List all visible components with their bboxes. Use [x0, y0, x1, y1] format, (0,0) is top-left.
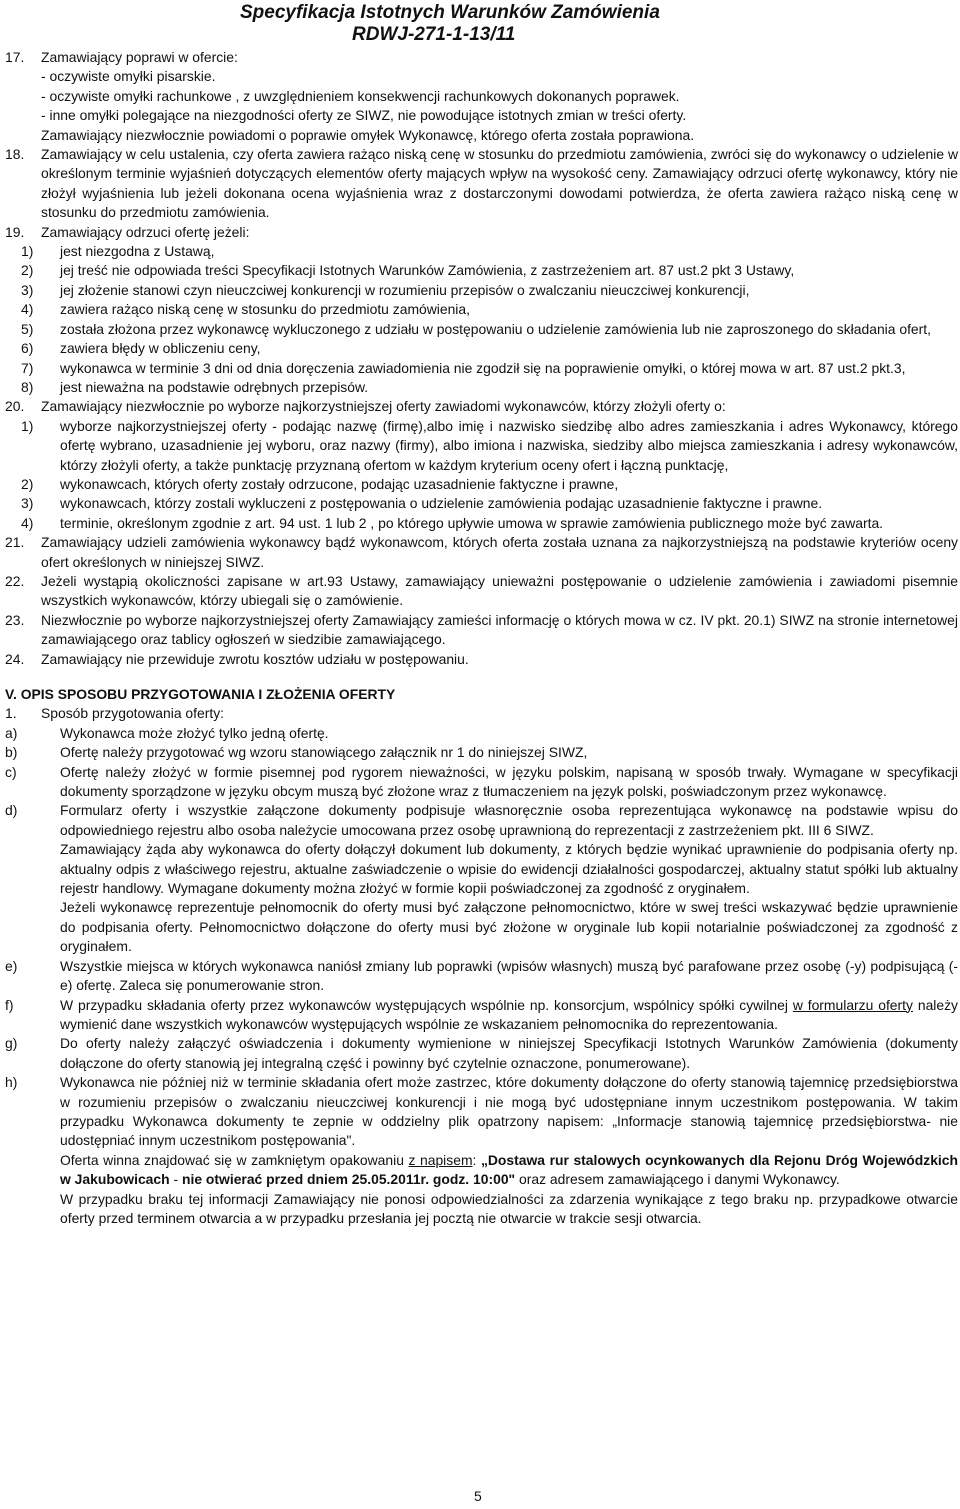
- paragraph-text: Zamawiający odrzuci ofertę jeżeli:: [41, 223, 250, 240]
- paragraph-text: Zamawiający nie przewiduje zwrotu kosztów udziału w postępowaniu.: [41, 650, 469, 667]
- paragraph-number: 22.: [5, 572, 25, 589]
- list-item-h: h) Wykonawca nie później niż w terminie składania ofert może zastrzec, które dokumenty dołączone do oferty stanowią tajemnicę przedsiębiorstwa w rozumieniu przepisów o zwalczaniu nieuczciwej konkurencji i nie mogą być udostępniane innym uczestnikom postępowania. W takim przypadku Wykonawca dokumenty te zepnie w oddzielny plik opatrzony napisem: „Informacje stanowią tajemnicę przedsiębiorstwa- nie udostępniać innym uczestnikom postępowania". Oferta winna znajdować się w zamkniętym opakowaniu z napisem: „Dostawa rur stalowych ocynkowanych dla Rejonu Dróg Wojewódzkich w Jakubowicach - nie otwierać przed dniem 25.05.2011r. godz. 10:00" oraz adresem zamawiającego i danymi Wykonawcy. W przypadku braku tej informacji Zamawiający nie ponosi odpowiedzialności za zdarzenia wynikające z tego braku np. przypadkowe otwarcie oferty przed terminem otwarcia a w przypadku przesłania jej pocztą nie otwarcie w trakcie sesji otwarcia.: [5, 1073, 958, 1228]
- paragraph-text: Zamawiający odrzuci ofertę wykonawcy, który nie złożył wyjaśnienia lub jeżeli dokonana ocena wyjaśnienia wraz z dostarczonymi dowodami potwierdza, że oferta zawiera rażąco niską cenę w stosunku do przedmiotu zamówienia.: [41, 165, 958, 221]
- page-number: 5: [474, 1488, 482, 1504]
- list-item-d: d) Formularz oferty i wszystkie załączone dokumenty podpisuje własnoręcznie osoba reprezentująca wykonawcę na podstawie wpisu do odpowiedniego rejestru albo osoba należycie umocowana przez osobę uprawnioną do reprezentacji z zastrzeżeniem pkt. III 6 SIWZ. Zamawiający żąda aby wykonawca do oferty dołączył dokument lub dokumenty, z których będzie wynikać uprawnienie do podpisania oferty np. aktualny odpis z właściwego rejestru, aktualne zaświadczenie o wpisie do ewidencji działalności gospodarczej, aktualny statut spółki lub aktualny rejestr handlowy. Wymagane dokumenty można złożyć w formie kopii poświadczonej za zgodność z oryginałem. Jeżeli wykonawcę reprezentuje pełnomocnik do oferty musi być załączone pełnomocnictwo, które w swej treści wskazywać będzie uprawnienie do podpisania oferty. Pełnomocnictwo dołączone do oferty musi być złożone w oryginale lub kopii notarialnie poświadczonej za zgodność z oryginałem.: [5, 801, 958, 956]
- paragraph-text: Zamawiający w celu ustalenia, czy oferta zawiera rażąco niską cenę w stosunku do przedmiotu zamówienia, zwróci się do wykonawcy o udzielenie w określonym terminie wyjaśnień dotyczących elementów oferty mających wpływ na wysokość ceny.: [41, 146, 958, 182]
- paragraph-number: 24.: [5, 650, 25, 667]
- section-v-point-1: [5, 704, 958, 723]
- underlined-text: w formularzu oferty: [792, 996, 913, 1013]
- paragraph-number: 17.: [5, 49, 25, 65]
- list-item-a: a) Wykonawca może złożyć tylko jedną ofertę.: [5, 724, 329, 741]
- list-item: 8) jest nieważna na podstawie odrębnych przepisów.: [21, 378, 369, 395]
- document-title: Specyfikacja Istotnych Warunków Zamówienia: [240, 2, 660, 23]
- list-item: 1) jest niezgodna z Ustawą,: [21, 243, 215, 260]
- list-item: - oczywiste omyłki pisarskie.: [41, 68, 216, 85]
- list-item: 3) wykonawcach, którzy zostali wykluczeni z postępowania o udzielenie zamówienia podając uzasadnienie faktyczne i prawne.: [21, 495, 823, 512]
- paragraph-number: 23.: [5, 611, 25, 628]
- bold-text: „Dostawa rur stalowych ocynkowanych dla Rejonu Dróg Wojewódzkich w Jakubowicach: [60, 1151, 958, 1188]
- paragraph-text: Oferta winna znajdować się w zamkniętym opakowaniu z napisem: „Dostawa rur stalowych ocynkowanych dla Rejonu Dróg Wojewódzkich w Jakubowicach - nie otwierać przed dniem 25.05.2011r. godz. 10:00" oraz adresem zamawiającego i danymi Wykonawcy.: [60, 1151, 958, 1188]
- paragraph-text: Jeżeli wykonawcę reprezentuje pełnomocnik do oferty musi być załączone pełnomocnictwo, które w swej treści wskazywać będzie uprawnienie do podpisania oferty. Pełnomocnictwo dołączone do oferty musi być złożone w oryginale lub kopii notarialnie poświadczonej za zgodność z oryginałem.: [60, 899, 958, 955]
- list-item: 1) wyborze najkorzystniejszej oferty - podając nazwę (firmę),albo imię i nazwisko siedzibę albo adres zamieszkania i adres Wykonawcy, którego ofertę wybrano, uzasadnienie jej wyboru, oraz nazwy (firmy), albo imiona i nazwiska, siedziby albo miejsca zamieszkania i adresy wykonawców, którzy złożyli oferty, a także punktację przyznaną ofertom w każdym kryterium oceny ofert i łączną punktację,: [21, 417, 958, 473]
- paragraph-text: Jeżeli wystąpią okoliczności zapisane w art.93 Ustawy, zamawiający unieważni postępowanie o udzielenie zamówienia i zawiadomi pisemnie wszystkich wykonawców, którzy ubiegali się o zamówienie.: [41, 572, 958, 609]
- section-title: V. OPIS SPOSOBU PRZYGOTOWANIA I ZŁOŻENIA OFERTY: [5, 686, 396, 702]
- paragraph-20: [5, 397, 958, 416]
- list-item: 2) jej treść nie odpowiada treści Specyfikacji Istotnych Warunków Zamówienia, z zastrzeżeniem art. 87 ust.2 pkt 3 Ustawy,: [21, 262, 795, 279]
- paragraph-19: [5, 223, 958, 242]
- list-item: 4) zawiera rażąco niską cenę w stosunku do przedmiotu zamówienia,: [21, 301, 470, 318]
- paragraph-text: Zamawiający udzieli zamówienia wykonawcy bądź wykonawcom, których oferta została uznana za najkorzystniejszą na podstawie kryteriów oceny ofert określonych w niniejszej SIWZ.: [41, 534, 958, 570]
- paragraph-23: [5, 611, 958, 650]
- list-item: 5) została złożona przez wykonawcę wykluczonego z udziału w postępowaniu o udzielenie zamówienia lub nie zaproszonego do składania ofert,: [21, 320, 931, 337]
- list-item: 6) zawiera błędy w obliczeniu ceny,: [21, 340, 261, 357]
- paragraph-text: Sposób przygotowania oferty:: [41, 705, 224, 722]
- paragraph-text: Formularz oferty i wszystkie załączone dokumenty podpisuje własnoręcznie osoba reprezentująca wykonawcę na podstawie wpisu do odpowiedniego rejestru albo osoba należycie umocowana przez osobę uprawnioną do reprezentacji z zastrzeżeniem pkt. III 6 SIWZ.: [60, 802, 958, 838]
- list-item-e: e) Wszystkie miejsca w których wykonawca naniósł zmiany lub poprawki (wpisów własnych) muszą być parafowane przez osobę (-y) podpisującą (-e) ofertę. Zaleca się ponumerowanie stron.: [5, 957, 958, 994]
- paragraph-number: 19.: [5, 223, 25, 240]
- document-reference: RDWJ-271-1-13/11: [352, 24, 516, 45]
- paragraph-number: 20.: [5, 398, 25, 415]
- paragraph-21: [5, 533, 958, 572]
- underlined-text: z napisem: [408, 1151, 473, 1168]
- paragraph-text: Zamawiający niezwłocznie po wyborze najkorzystniejszej oferty zawiadomi wykonawców, którzy złożyli oferty o:: [41, 398, 726, 415]
- paragraph-text: Niezwłocznie po wyborze najkorzystniejszej oferty Zamawiający zamieści informację o których mowa w cz. IV pkt. 20.1) SIWZ na stronie internetowej zamawiającego oraz tablicy ogłoszeń w siedzibie zamawiającego.: [41, 611, 958, 648]
- paragraph-18: [5, 145, 958, 223]
- list-item: 3) jej złożenie stanowi czyn nieuczciwej konkurencji w rozumieniu przepisów o zwalczaniu nieuczciwej konkurencji,: [21, 281, 750, 298]
- list-item: 7) wykonawca w terminie 3 dni od dnia doręczenia zawiadomienia nie zgodził się na poprawienie omyłki, o której mowa w art. 87 ust.2 pkt.3,: [21, 359, 906, 376]
- list-item-f: f) W przypadku składania oferty przez wykonawców występujących wspólnie np. konsorcjum, wspólnicy spółki cywilnej w formularzu oferty należy wymienić dane wszystkich wykonawców występujących wspólnie ze wskazaniem pełnomocnika do reprezentowania.: [5, 996, 959, 1032]
- list-item-c: c) Ofertę należy złożyć w formie pisemnej pod rygorem nieważności, w języku polskim, napisaną w sposób trwały. Wymagane w specyfikacji dokumenty sporządzone w języku obcym muszą być złożone wraz z tłumaczeniem na język polski, poświadczonym przez wykonawcę.: [5, 763, 958, 800]
- paragraph-text: Zamawiający żąda aby wykonawca do oferty dołączył dokument lub dokumenty, z których będzie wynikać uprawnienie do podpisania oferty np. aktualny odpis z właściwego rejestru, aktualne zaświadczenie o wpisie do ewidencji działalności gospodarczej, aktualny statut spółki lub aktualny rejestr handlowy. Wymagane dokumenty można złożyć w formie kopii poświadczonej za zgodność z oryginałem.: [60, 841, 958, 897]
- paragraph-number: 1.: [5, 705, 17, 722]
- paragraph-text: Wykonawca nie później niż w terminie składania ofert może zastrzec, które dokumenty dołączone do oferty stanowią tajemnicę przedsiębiorstwa w rozumieniu przepisów o zwalczaniu nieuczciwej konkurencji i nie mogą być udostępniane innym uczestnikom postępowania. W takim przypadku Wykonawca dokumenty te zepnie w oddzielny plik opatrzony napisem: „Informacje stanowią tajemnicę przedsiębiorstwa- nie udostępniać innym uczestnikom postępowania".: [60, 1074, 958, 1149]
- paragraph-text: W przypadku braku tej informacji Zamawiający nie ponosi odpowiedzialności za zdarzenia wynikające z tego braku np. przypadkowe otwarcie oferty przed terminem otwarcia a w przypadku przesłania jej pocztą nie otwarcie w trakcie sesji otwarcia.: [60, 1190, 958, 1226]
- list-item: 2) wykonawcach, których oferty zostały odrzucone, podając uzasadnienie faktyczne i prawne,: [21, 475, 619, 492]
- document-body: [5, 48, 958, 1228]
- list-item: 4) terminie, określonym zgodnie z art. 94 ust. 1 lub 2 , po którego upływie umowa w sprawie zamówienia publicznego może być zawarta.: [21, 514, 884, 531]
- list-item-b: b) Ofertę należy przygotować wg wzoru stanowiącego załącznik nr 1 do niniejszej SIWZ,: [5, 744, 588, 761]
- list-item: - inne omyłki polegające na niezgodności oferty ze SIWZ, nie powodujące istotnych zmian w treści oferty.: [41, 107, 687, 124]
- bold-text: nie otwierać przed dniem 25.05.2011r. godz. 10:00": [181, 1171, 516, 1188]
- list-item: Zamawiający niezwłocznie powiadomi o poprawie omyłek Wykonawcę, którego oferta została poprawiona.: [41, 126, 695, 143]
- list-item-g: g) Do oferty należy załączyć oświadczenia i dokumenty wymienione w niniejszej Specyfikacji Istotnych Warunków Zamówienia (dokumenty dołączone do oferty stanowią jej integralną część i powinny być czytelnie oznaczone, ponumerowane).: [5, 1035, 958, 1071]
- paragraph-number: 21.: [5, 534, 25, 551]
- paragraph-22: [5, 572, 958, 611]
- paragraph-24: [5, 650, 958, 669]
- list-item: - oczywiste omyłki rachunkowe , z uwzględnieniem konsekwencji rachunkowych dokonanych poprawek.: [41, 87, 680, 104]
- paragraph-17: [5, 48, 958, 145]
- paragraph-text: Zamawiający poprawi w ofercie:: [41, 49, 238, 65]
- paragraph-number: 18.: [5, 146, 25, 163]
